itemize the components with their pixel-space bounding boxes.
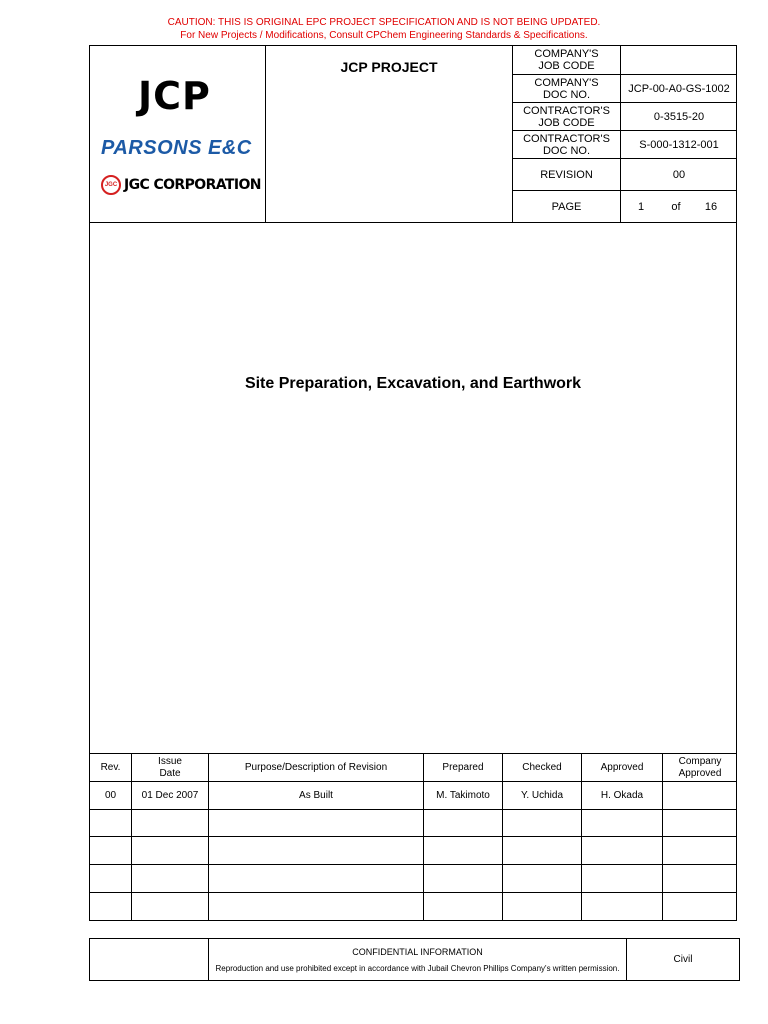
parsons-logo: [101, 137, 252, 160]
divider: [89, 892, 737, 893]
field-label: COMPANY'S JOB CODE: [534, 48, 599, 72]
purpose-cell: As Built: [299, 789, 333, 801]
discipline-label: Civil: [673, 953, 693, 965]
company-approved-header: Company Approved: [678, 755, 722, 779]
purpose-header: Purpose/Description of Revision: [244, 761, 388, 773]
jgc-mark-icon: JGC: [101, 175, 121, 195]
issue-date-cell: 01 Dec 2007: [141, 789, 199, 801]
prepared-cell: M. Takimoto: [436, 789, 490, 801]
jcp-logo: JCP: [138, 74, 211, 118]
jgc-logo-text: JGC CORPORATION: [124, 177, 261, 193]
company-approved-cell: [663, 782, 737, 809]
prepared-header: Prepared: [442, 761, 484, 773]
confidential-label: CONFIDENTIAL INFORMATION: [352, 947, 483, 957]
page-of: of: [671, 200, 681, 213]
checked-header: Checked: [522, 761, 562, 773]
field-label: COMPANY'S DOC NO.: [534, 76, 599, 101]
divider: [89, 222, 737, 223]
parsons-logo-text: PARSONS E&C: [101, 137, 252, 159]
rev-cell: 00: [104, 789, 117, 801]
page-label: PAGE: [551, 200, 582, 213]
field-value: 0-3515-20: [653, 110, 705, 123]
checked-cell: Y. Uchida: [520, 789, 564, 801]
field-value: S-000-1312-001: [639, 138, 719, 151]
document-title: Site Preparation, Excavation, and Earthwork: [244, 375, 582, 392]
page-current: 1: [637, 200, 645, 213]
approved-header: Approved: [600, 761, 644, 773]
page-total: 16: [704, 200, 718, 213]
rev-header: Rev.: [100, 761, 121, 773]
divider: [89, 836, 737, 837]
field-label: CONTRACTOR'S DOC NO.: [523, 132, 610, 157]
caution-line-1: CAUTION: THIS IS ORIGINAL EPC PROJECT SPECIFICATION AND IS NOT BEING UPDATED.: [167, 17, 601, 28]
field-value: JCP-00-A0-GS-1002: [628, 82, 730, 95]
jgc-logo: [101, 175, 261, 195]
field-label: REVISION: [540, 168, 593, 181]
caution-notice: [0, 16, 768, 42]
divider: [89, 864, 737, 865]
issue-date-header: Issue Date: [158, 755, 182, 779]
field-label: CONTRACTOR'S JOB CODE: [523, 104, 610, 129]
field-value: 00: [672, 168, 686, 181]
project-title: JCP PROJECT: [340, 59, 438, 75]
divider: [89, 809, 737, 810]
field-value: [621, 46, 737, 74]
page-number: [621, 191, 737, 222]
confidential-notice: Reproduction and use prohibited except in accordance with Jubail Chevron Phillips Company's written permission.: [215, 964, 620, 973]
approved-cell: H. Okada: [600, 789, 644, 801]
caution-line-2: For New Projects / Modifications, Consult CPChem Engineering Standards & Specifications.: [180, 30, 588, 41]
